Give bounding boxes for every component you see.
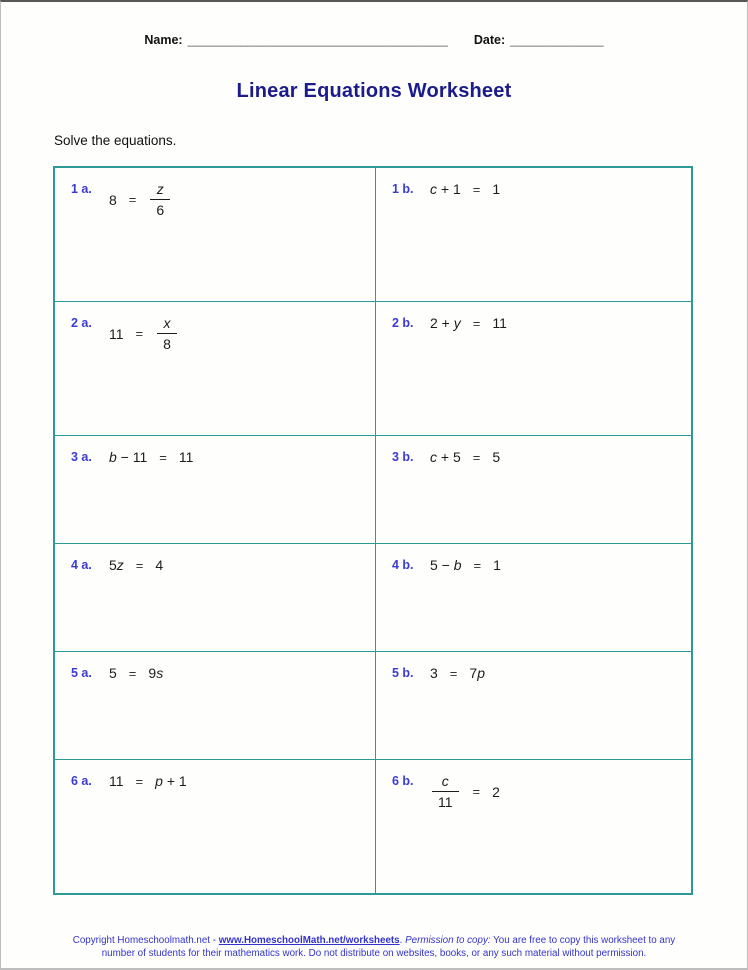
equals-sign: = <box>449 665 458 681</box>
footer-line-1 <box>1 934 747 947</box>
equals-sign: = <box>128 665 137 681</box>
math-text: 11 <box>178 449 194 465</box>
equals-sign: = <box>472 315 481 331</box>
problem-grid <box>53 166 693 895</box>
problem-row <box>55 301 691 435</box>
math-text: 11 <box>109 773 124 789</box>
problem-number: 3 b. <box>392 450 414 464</box>
footer-line-2: number of students for their mathematics work. Do not distribute on websites, books, or any such material without permission. <box>101 947 647 959</box>
math-text: 2 + <box>430 315 454 331</box>
fraction <box>432 773 459 810</box>
math-text: 1 <box>492 181 501 197</box>
math-text: + 1 <box>162 773 187 789</box>
problem-cell <box>376 302 691 435</box>
math-text: 4 <box>155 557 164 573</box>
variable: c <box>441 773 449 789</box>
equals-sign: = <box>473 557 482 573</box>
variable: s <box>156 665 164 681</box>
name-date-row <box>1 2 747 47</box>
problem-cell <box>55 544 376 651</box>
problem-cell <box>55 302 376 435</box>
footer-copyright <box>1 934 747 960</box>
equation <box>109 665 163 681</box>
equation <box>430 665 485 681</box>
equation <box>109 773 187 789</box>
name-label: Name: <box>144 33 183 47</box>
equals-sign: = <box>472 449 481 465</box>
problem-number: 2 b. <box>392 316 414 330</box>
problem-row <box>55 651 691 759</box>
fraction <box>150 181 170 218</box>
math-text: 5 <box>109 557 117 573</box>
problem-number: 6 a. <box>71 774 92 788</box>
equation <box>109 449 193 465</box>
problem-cell <box>55 652 376 759</box>
problem-row <box>55 168 691 301</box>
variable: z <box>116 557 124 573</box>
equation <box>430 449 500 465</box>
problem-cell <box>376 436 691 543</box>
math-text: 7 <box>469 665 478 681</box>
footer-text-segment: Permission to copy: <box>405 934 491 946</box>
equals-sign: = <box>128 192 137 208</box>
problem-row <box>55 435 691 543</box>
problem-cell <box>55 168 376 301</box>
equation <box>109 315 179 352</box>
equals-sign: = <box>135 326 144 342</box>
variable: p <box>477 665 485 681</box>
math-text: 3 <box>430 665 438 681</box>
math-text: 8 <box>109 191 117 208</box>
problem-number: 5 b. <box>392 666 414 680</box>
math-text: − 11 <box>116 449 148 465</box>
page-title: Linear Equations Worksheet <box>236 80 512 102</box>
problem-cell <box>376 760 691 893</box>
problem-cell <box>376 168 691 301</box>
date-label: Date: <box>473 33 506 47</box>
math-text: 9 <box>148 665 157 681</box>
math-text: 5 <box>109 665 117 681</box>
math-text: 11 <box>492 315 507 331</box>
math-text: + 1 <box>437 181 461 197</box>
variable: c <box>430 181 437 197</box>
variable: y <box>453 315 461 331</box>
equation <box>430 315 507 331</box>
problem-row <box>55 543 691 651</box>
equation <box>430 773 500 810</box>
equals-sign: = <box>135 773 144 789</box>
equals-sign: = <box>472 181 481 197</box>
problem-number: 6 b. <box>392 774 414 788</box>
date-blank-line: ______________ <box>510 33 604 47</box>
problem-number: 5 a. <box>71 666 92 680</box>
problem-cell <box>55 760 376 893</box>
variable: x <box>163 315 171 331</box>
math-text: 2 <box>492 783 500 800</box>
problem-cell <box>376 652 691 759</box>
problem-row <box>55 759 691 893</box>
math-text: 11 <box>109 325 124 342</box>
equation <box>109 557 163 573</box>
problem-number: 3 a. <box>71 450 92 464</box>
problem-number: 4 b. <box>392 558 414 572</box>
problem-number: 1 b. <box>392 182 414 196</box>
variable: z <box>156 181 164 197</box>
variable: p <box>155 773 163 789</box>
math-text: 8 <box>163 336 171 353</box>
variable: b <box>453 557 462 573</box>
math-text: 11 <box>438 794 453 811</box>
equation <box>109 181 172 218</box>
problem-number: 1 a. <box>71 182 92 196</box>
math-text: 5 − <box>430 557 454 573</box>
math-text: 6 <box>156 202 165 219</box>
problem-cell <box>376 544 691 651</box>
math-text: 1 <box>493 557 501 573</box>
equals-sign: = <box>472 784 481 800</box>
variable: c <box>430 449 437 465</box>
math-text: 5 <box>492 449 501 465</box>
instruction-text: Solve the equations. <box>54 133 177 148</box>
footer-text-segment: . <box>399 934 406 946</box>
problem-number: 2 a. <box>71 316 92 330</box>
worksheets-link[interactable]: www.HomeschoolMath.net/worksheets <box>218 934 400 946</box>
problem-number: 4 a. <box>71 558 92 572</box>
equation <box>430 557 501 573</box>
equals-sign: = <box>159 449 167 465</box>
problem-cell <box>55 436 376 543</box>
equals-sign: = <box>135 557 144 573</box>
footer-text-segment: Copyright Homeschoolmath.net - <box>72 934 219 946</box>
name-blank-line: _______________________________________ <box>187 33 448 47</box>
variable: b <box>109 449 117 465</box>
math-text: + 5 <box>437 449 461 465</box>
fraction <box>157 315 177 352</box>
footer-text-segment: You are free to copy this worksheet to any <box>490 934 676 946</box>
equation <box>430 181 500 197</box>
